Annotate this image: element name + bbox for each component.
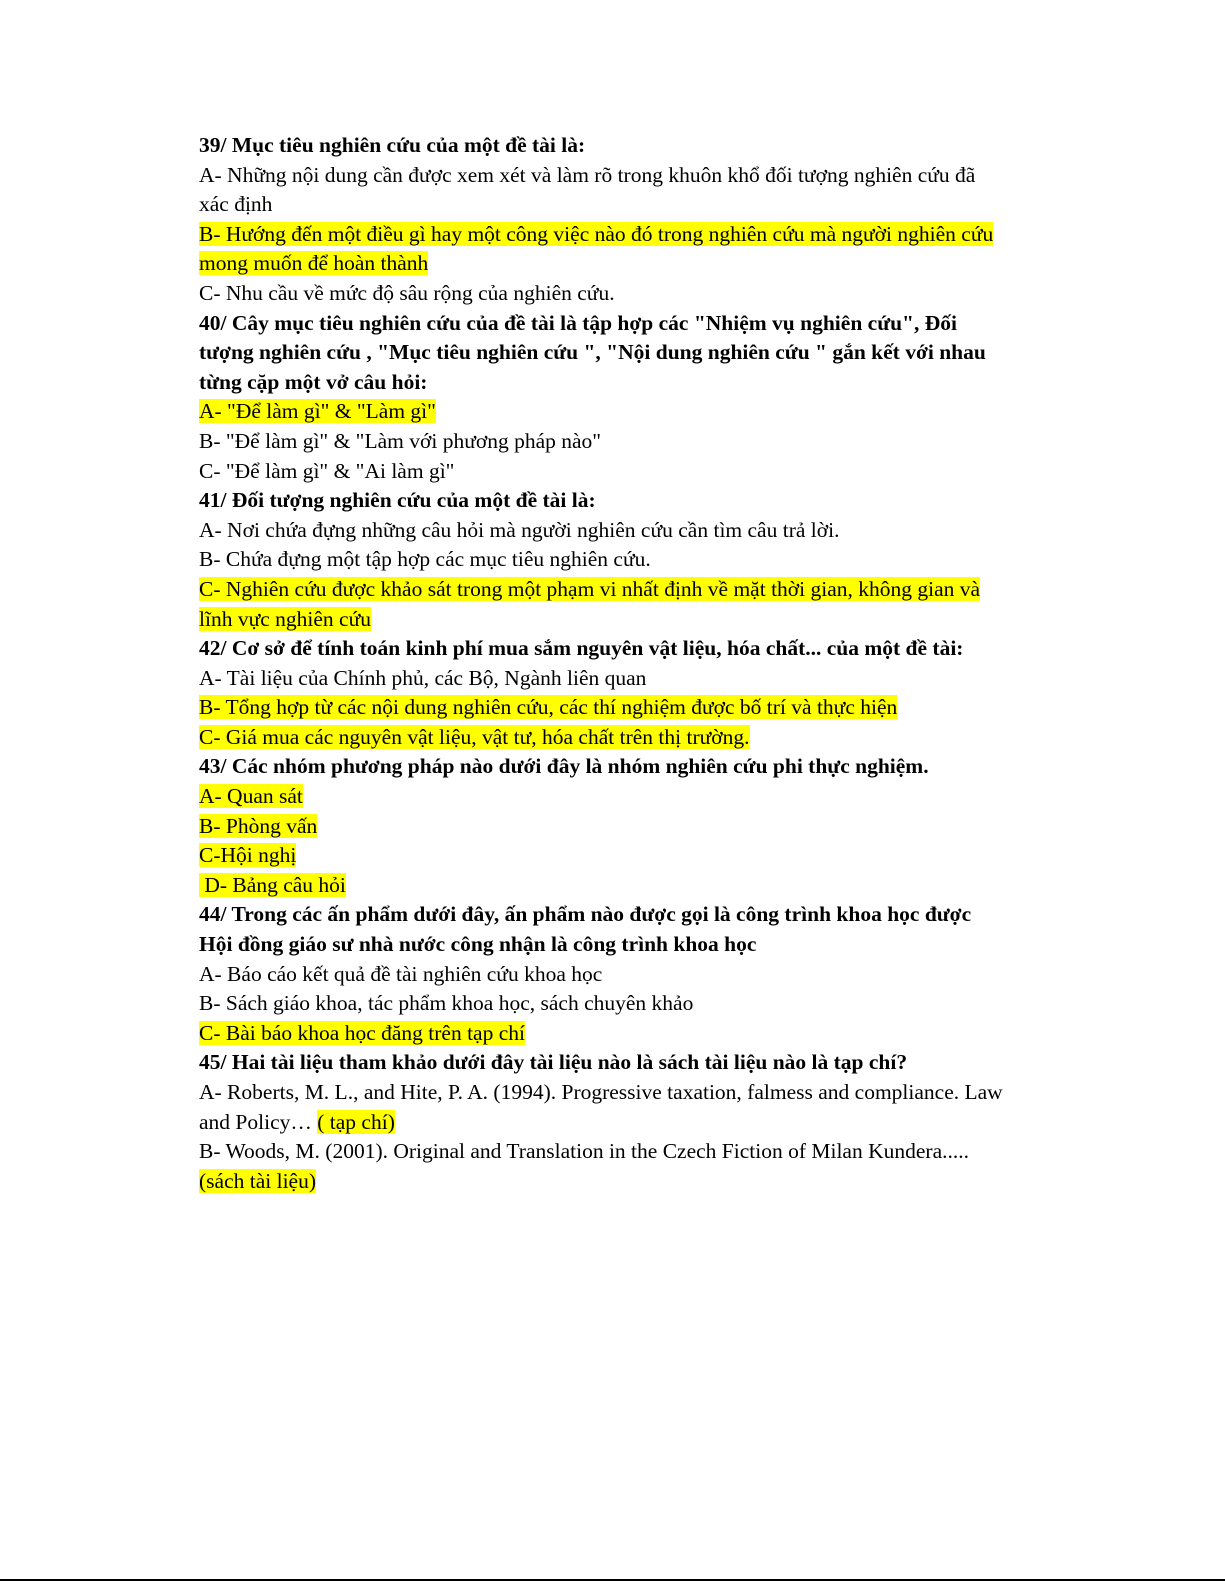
q41-option-a: A- Nơi chứa đựng những câu hỏi mà người nghiên cứu cần tìm câu trả lời. [199,517,840,542]
q39-option-c: C- Nhu cầu về mức độ sâu rộng của nghiên cứu. [199,280,615,305]
q42-option-c-answer: C- Giá mua các nguyên vật liệu, vật tư, hóa chất trên thị trường. [199,724,750,749]
page-bottom-rule [0,1579,1225,1581]
q42-option-b-answer: B- Tổng hợp từ các nội dung nghiên cứu, các thí nghiệm được bố trí và thực hiện [199,695,898,720]
document-body [199,131,1049,1196]
question-44: 44/ Trong các ấn phẩm dưới đây, ấn phẩm nào được gọi là công trình khoa học được [199,902,972,927]
q43-option-c-answer: C-Hội nghị [199,843,297,868]
q43-option-b-answer: B- Phòng vấn [199,813,318,838]
q44-option-b: B- Sách giáo khoa, tác phẩm khoa học, sách chuyên khảo [199,991,694,1016]
q39-option-a: A- Những nội dung cần được xem xét và làm rõ trong khuôn khổ đối tượng nghiên cứu đã [199,162,976,187]
q40-option-a-answer: A- "Để làm gì" & "Làm gì" [199,399,436,424]
q45-option-a-cont-text: and Policy… [199,1109,318,1134]
question-40: 40/ Cây mục tiêu nghiên cứu của đề tài là tập hợp các "Nhiệm vụ nghiên cứu", Đối [199,310,957,335]
question-41: 41/ Đối tượng nghiên cứu của một đề tài là: [199,488,596,513]
question-43: 43/ Các nhóm phương pháp nào dưới đây là nhóm nghiên cứu phi thực nghiệm. [199,754,929,779]
question-44-cont: Hội đồng giáo sư nhà nước công nhận là công trình khoa học [199,932,757,957]
q45-option-a-answer-tag: ( tạp chí) [317,1109,395,1134]
q41-option-b: B- Chứa đựng một tập hợp các mục tiêu nghiên cứu. [199,547,651,572]
question-42: 42/ Cơ sở để tính toán kinh phí mua sắm nguyên vật liệu, hóa chất... của một đề tài: [199,636,964,661]
q39-option-b-answer: B- Hướng đến một điều gì hay một công việc nào đó trong nghiên cứu mà người nghiên cứu [199,221,994,246]
q41-option-c-answer-cont: lĩnh vực nghiên cứu [199,606,371,631]
q39-option-b-answer-cont: mong muốn để hoàn thành [199,251,429,276]
q40-option-c: C- "Để làm gì" & "Ai làm gì" [199,458,455,483]
q42-option-a: A- Tài liệu của Chính phủ, các Bộ, Ngành liên quan [199,665,647,690]
q44-option-a: A- Báo cáo kết quả đề tài nghiên cứu khoa học [199,961,603,986]
q41-option-c-answer: C- Nghiên cứu được khảo sát trong một phạm vi nhất định về mặt thời gian, không gian và [199,576,981,601]
q43-option-d-answer: D- Bảng câu hỏi [199,872,346,897]
question-45: 45/ Hai tài liệu tham khảo dưới đây tài liệu nào là sách tài liệu nào là tạp chí? [199,1050,908,1075]
q43-option-a-answer: A- Quan sát [199,784,303,809]
q40-option-b: B- "Để làm gì" & "Làm với phương pháp nào" [199,428,602,453]
q44-option-c-answer: C- Bài báo khoa học đăng trên tạp chí [199,1020,525,1045]
q45-option-b: B- Woods, M. (2001). Original and Translation in the Czech Fiction of Milan Kundera..... [199,1139,969,1164]
q45-option-b-answer-tag: (sách tài liệu) [199,1168,317,1193]
question-39: 39/ Mục tiêu nghiên cứu của một đề tài là: [199,133,586,157]
q45-option-a: A- Roberts, M. L., and Hite, P. A. (1994). Progressive taxation, falmess and compliance. Law [199,1080,1003,1104]
q45-option-a-cont [199,1108,1049,1138]
q39-option-a-cont: xác định [199,192,273,217]
question-40-cont-2: từng cặp một vở câu hỏi: [199,369,428,394]
question-40-cont-1: tượng nghiên cứu , "Mục tiêu nghiên cứu ", "Nội dung nghiên cứu " gắn kết với nhau [199,340,986,365]
